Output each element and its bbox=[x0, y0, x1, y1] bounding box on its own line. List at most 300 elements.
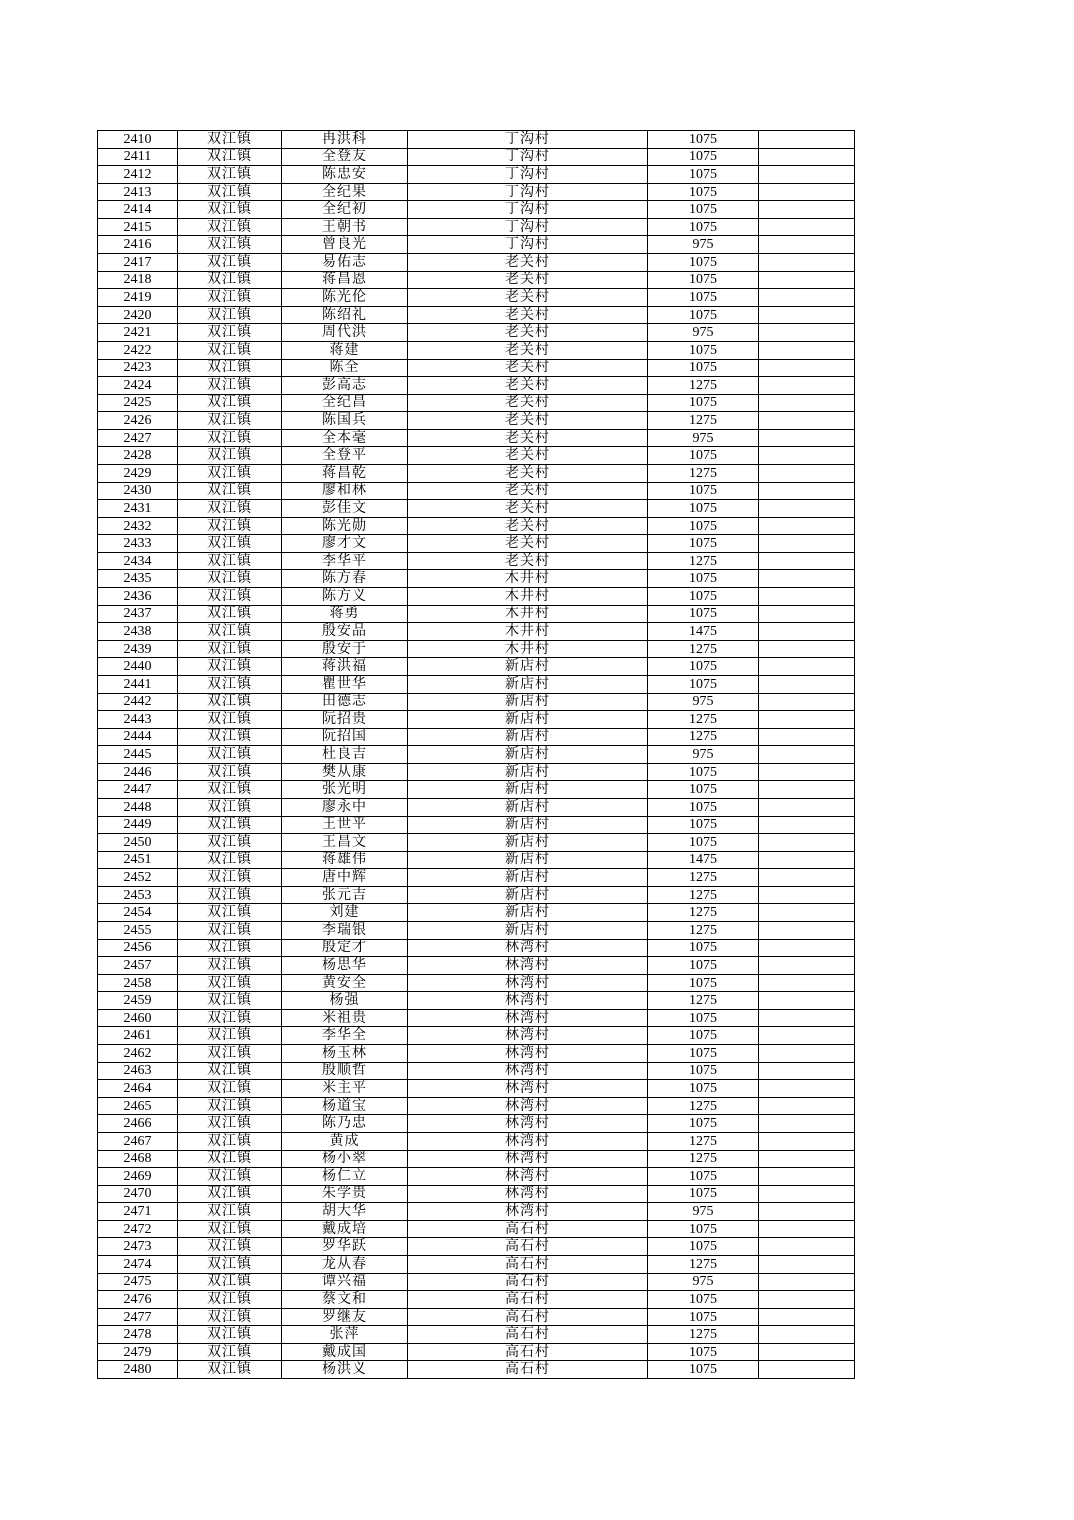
note-cell bbox=[759, 1273, 855, 1291]
amount-cell: 1275 bbox=[648, 869, 759, 887]
town-cell: 双江镇 bbox=[178, 377, 282, 395]
person-name-cell: 陈方义 bbox=[282, 588, 408, 606]
amount-cell: 1075 bbox=[648, 658, 759, 676]
row-number-cell: 2458 bbox=[98, 974, 178, 992]
row-number-cell: 2474 bbox=[98, 1256, 178, 1274]
person-name-cell: 全登平 bbox=[282, 447, 408, 465]
person-name-cell: 易佑志 bbox=[282, 254, 408, 272]
amount-cell: 1075 bbox=[648, 1220, 759, 1238]
town-cell: 双江镇 bbox=[178, 851, 282, 869]
town-cell: 双江镇 bbox=[178, 1238, 282, 1256]
town-cell: 双江镇 bbox=[178, 1361, 282, 1379]
table-row bbox=[98, 1238, 855, 1256]
amount-cell: 1075 bbox=[648, 1168, 759, 1186]
note-cell bbox=[759, 904, 855, 922]
table-row bbox=[98, 763, 855, 781]
note-cell bbox=[759, 1062, 855, 1080]
person-name-cell: 全登友 bbox=[282, 148, 408, 166]
note-cell bbox=[759, 271, 855, 289]
village-cell: 新店村 bbox=[408, 816, 648, 834]
person-name-cell: 全纪果 bbox=[282, 183, 408, 201]
village-cell: 木井村 bbox=[408, 570, 648, 588]
row-number-cell: 2425 bbox=[98, 394, 178, 412]
amount-cell: 1075 bbox=[648, 500, 759, 518]
town-cell: 双江镇 bbox=[178, 1045, 282, 1063]
town-cell: 双江镇 bbox=[178, 886, 282, 904]
amount-cell: 1275 bbox=[648, 886, 759, 904]
row-number-cell: 2478 bbox=[98, 1326, 178, 1344]
village-cell: 老关村 bbox=[408, 429, 648, 447]
village-cell: 林湾村 bbox=[408, 1080, 648, 1098]
person-name-cell: 陈全 bbox=[282, 359, 408, 377]
village-cell: 林湾村 bbox=[408, 957, 648, 975]
town-cell: 双江镇 bbox=[178, 834, 282, 852]
note-cell bbox=[759, 289, 855, 307]
table-row bbox=[98, 605, 855, 623]
person-name-cell: 曾良光 bbox=[282, 236, 408, 254]
table-row bbox=[98, 201, 855, 219]
person-name-cell: 彭高志 bbox=[282, 377, 408, 395]
village-cell: 新店村 bbox=[408, 834, 648, 852]
table-row bbox=[98, 1203, 855, 1221]
town-cell: 双江镇 bbox=[178, 904, 282, 922]
note-cell bbox=[759, 728, 855, 746]
person-name-cell: 陈忠安 bbox=[282, 166, 408, 184]
amount-cell: 975 bbox=[648, 429, 759, 447]
amount-cell: 1275 bbox=[648, 1132, 759, 1150]
village-cell: 林湾村 bbox=[408, 974, 648, 992]
village-cell: 新店村 bbox=[408, 798, 648, 816]
person-name-cell: 樊从康 bbox=[282, 763, 408, 781]
village-cell: 老关村 bbox=[408, 482, 648, 500]
town-cell: 双江镇 bbox=[178, 166, 282, 184]
town-cell: 双江镇 bbox=[178, 693, 282, 711]
amount-cell: 1275 bbox=[648, 728, 759, 746]
table-row bbox=[98, 675, 855, 693]
note-cell bbox=[759, 482, 855, 500]
table-row bbox=[98, 1220, 855, 1238]
row-number-cell: 2418 bbox=[98, 271, 178, 289]
person-name-cell: 杨仁立 bbox=[282, 1168, 408, 1186]
person-name-cell: 刘建 bbox=[282, 904, 408, 922]
town-cell: 双江镇 bbox=[178, 781, 282, 799]
table-row bbox=[98, 482, 855, 500]
row-number-cell: 2450 bbox=[98, 834, 178, 852]
row-number-cell: 2470 bbox=[98, 1185, 178, 1203]
note-cell bbox=[759, 570, 855, 588]
row-number-cell: 2459 bbox=[98, 992, 178, 1010]
amount-cell: 1075 bbox=[648, 798, 759, 816]
row-number-cell: 2432 bbox=[98, 517, 178, 535]
town-cell: 双江镇 bbox=[178, 974, 282, 992]
town-cell: 双江镇 bbox=[178, 922, 282, 940]
town-cell: 双江镇 bbox=[178, 1291, 282, 1309]
row-number-cell: 2448 bbox=[98, 798, 178, 816]
note-cell bbox=[759, 1343, 855, 1361]
amount-cell: 1075 bbox=[648, 675, 759, 693]
village-cell: 老关村 bbox=[408, 552, 648, 570]
table-row bbox=[98, 1308, 855, 1326]
note-cell bbox=[759, 1027, 855, 1045]
town-cell: 双江镇 bbox=[178, 1343, 282, 1361]
table-row bbox=[98, 1115, 855, 1133]
town-cell: 双江镇 bbox=[178, 1256, 282, 1274]
note-cell bbox=[759, 781, 855, 799]
table-row bbox=[98, 464, 855, 482]
town-cell: 双江镇 bbox=[178, 957, 282, 975]
row-number-cell: 2410 bbox=[98, 131, 178, 149]
town-cell: 双江镇 bbox=[178, 254, 282, 272]
row-number-cell: 2455 bbox=[98, 922, 178, 940]
town-cell: 双江镇 bbox=[178, 412, 282, 430]
amount-cell: 1075 bbox=[648, 957, 759, 975]
table-row bbox=[98, 1009, 855, 1027]
town-cell: 双江镇 bbox=[178, 675, 282, 693]
row-number-cell: 2480 bbox=[98, 1361, 178, 1379]
village-cell: 高石村 bbox=[408, 1273, 648, 1291]
row-number-cell: 2416 bbox=[98, 236, 178, 254]
row-number-cell: 2437 bbox=[98, 605, 178, 623]
note-cell bbox=[759, 869, 855, 887]
note-cell bbox=[759, 148, 855, 166]
village-cell: 林湾村 bbox=[408, 1027, 648, 1045]
village-cell: 丁沟村 bbox=[408, 183, 648, 201]
person-name-cell: 杨思华 bbox=[282, 957, 408, 975]
table-row bbox=[98, 1326, 855, 1344]
person-name-cell: 李瑞银 bbox=[282, 922, 408, 940]
amount-cell: 1275 bbox=[648, 904, 759, 922]
table-row bbox=[98, 939, 855, 957]
note-cell bbox=[759, 552, 855, 570]
row-number-cell: 2467 bbox=[98, 1132, 178, 1150]
table-row bbox=[98, 711, 855, 729]
row-number-cell: 2465 bbox=[98, 1097, 178, 1115]
note-cell bbox=[759, 886, 855, 904]
town-cell: 双江镇 bbox=[178, 131, 282, 149]
row-number-cell: 2473 bbox=[98, 1238, 178, 1256]
amount-cell: 1275 bbox=[648, 922, 759, 940]
note-cell bbox=[759, 218, 855, 236]
village-cell: 丁沟村 bbox=[408, 236, 648, 254]
town-cell: 双江镇 bbox=[178, 1185, 282, 1203]
row-number-cell: 2426 bbox=[98, 412, 178, 430]
amount-cell: 1075 bbox=[648, 254, 759, 272]
note-cell bbox=[759, 464, 855, 482]
person-name-cell: 黄成 bbox=[282, 1132, 408, 1150]
person-name-cell: 蒋建 bbox=[282, 341, 408, 359]
town-cell: 双江镇 bbox=[178, 570, 282, 588]
amount-cell: 1075 bbox=[648, 166, 759, 184]
amount-cell: 1075 bbox=[648, 1045, 759, 1063]
table-row bbox=[98, 394, 855, 412]
table-row bbox=[98, 1150, 855, 1168]
row-number-cell: 2436 bbox=[98, 588, 178, 606]
person-name-cell: 胡大华 bbox=[282, 1203, 408, 1221]
row-number-cell: 2469 bbox=[98, 1168, 178, 1186]
village-cell: 丁沟村 bbox=[408, 201, 648, 219]
village-cell: 木井村 bbox=[408, 623, 648, 641]
amount-cell: 1275 bbox=[648, 464, 759, 482]
row-number-cell: 2433 bbox=[98, 535, 178, 553]
note-cell bbox=[759, 957, 855, 975]
note-cell bbox=[759, 131, 855, 149]
table-row bbox=[98, 1256, 855, 1274]
amount-cell: 1275 bbox=[648, 992, 759, 1010]
village-cell: 林湾村 bbox=[408, 1045, 648, 1063]
person-name-cell: 朱学贵 bbox=[282, 1185, 408, 1203]
person-name-cell: 冉洪科 bbox=[282, 131, 408, 149]
town-cell: 双江镇 bbox=[178, 218, 282, 236]
amount-cell: 1075 bbox=[648, 394, 759, 412]
table-row bbox=[98, 1168, 855, 1186]
village-cell: 老关村 bbox=[408, 517, 648, 535]
village-cell: 木井村 bbox=[408, 588, 648, 606]
amount-cell: 1075 bbox=[648, 1115, 759, 1133]
village-cell: 老关村 bbox=[408, 359, 648, 377]
table-row bbox=[98, 306, 855, 324]
note-cell bbox=[759, 517, 855, 535]
table-row bbox=[98, 693, 855, 711]
person-name-cell: 陈乃忠 bbox=[282, 1115, 408, 1133]
note-cell bbox=[759, 359, 855, 377]
town-cell: 双江镇 bbox=[178, 359, 282, 377]
amount-cell: 1075 bbox=[648, 482, 759, 500]
amount-cell: 1275 bbox=[648, 552, 759, 570]
village-cell: 林湾村 bbox=[408, 1168, 648, 1186]
amount-cell: 1075 bbox=[648, 1080, 759, 1098]
town-cell: 双江镇 bbox=[178, 869, 282, 887]
person-name-cell: 廖永中 bbox=[282, 798, 408, 816]
row-number-cell: 2422 bbox=[98, 341, 178, 359]
table-row bbox=[98, 904, 855, 922]
table-row bbox=[98, 377, 855, 395]
person-name-cell: 唐中辉 bbox=[282, 869, 408, 887]
row-number-cell: 2441 bbox=[98, 675, 178, 693]
town-cell: 双江镇 bbox=[178, 464, 282, 482]
town-cell: 双江镇 bbox=[178, 939, 282, 957]
amount-cell: 1075 bbox=[648, 1291, 759, 1309]
note-cell bbox=[759, 1220, 855, 1238]
note-cell bbox=[759, 658, 855, 676]
village-cell: 新店村 bbox=[408, 711, 648, 729]
note-cell bbox=[759, 1203, 855, 1221]
village-cell: 新店村 bbox=[408, 781, 648, 799]
note-cell bbox=[759, 447, 855, 465]
amount-cell: 1075 bbox=[648, 183, 759, 201]
table-row bbox=[98, 974, 855, 992]
note-cell bbox=[759, 675, 855, 693]
town-cell: 双江镇 bbox=[178, 500, 282, 518]
village-cell: 新店村 bbox=[408, 886, 648, 904]
table-row bbox=[98, 359, 855, 377]
amount-cell: 1275 bbox=[648, 711, 759, 729]
table-row bbox=[98, 535, 855, 553]
person-name-cell: 杜良吉 bbox=[282, 746, 408, 764]
town-cell: 双江镇 bbox=[178, 728, 282, 746]
town-cell: 双江镇 bbox=[178, 201, 282, 219]
row-number-cell: 2411 bbox=[98, 148, 178, 166]
person-name-cell: 蒋昌乾 bbox=[282, 464, 408, 482]
table-row bbox=[98, 254, 855, 272]
town-cell: 双江镇 bbox=[178, 271, 282, 289]
note-cell bbox=[759, 623, 855, 641]
village-cell: 新店村 bbox=[408, 746, 648, 764]
amount-cell: 1075 bbox=[648, 1361, 759, 1379]
row-number-cell: 2444 bbox=[98, 728, 178, 746]
note-cell bbox=[759, 693, 855, 711]
table-row bbox=[98, 957, 855, 975]
row-number-cell: 2412 bbox=[98, 166, 178, 184]
note-cell bbox=[759, 201, 855, 219]
amount-cell: 975 bbox=[648, 1203, 759, 1221]
town-cell: 双江镇 bbox=[178, 1220, 282, 1238]
note-cell bbox=[759, 166, 855, 184]
table-row bbox=[98, 623, 855, 641]
table-row bbox=[98, 131, 855, 149]
row-number-cell: 2420 bbox=[98, 306, 178, 324]
person-name-cell: 阮招国 bbox=[282, 728, 408, 746]
village-cell: 高石村 bbox=[408, 1256, 648, 1274]
person-name-cell: 杨洪义 bbox=[282, 1361, 408, 1379]
note-cell bbox=[759, 183, 855, 201]
person-name-cell: 戴成国 bbox=[282, 1343, 408, 1361]
town-cell: 双江镇 bbox=[178, 429, 282, 447]
village-cell: 林湾村 bbox=[408, 1115, 648, 1133]
note-cell bbox=[759, 851, 855, 869]
row-number-cell: 2468 bbox=[98, 1150, 178, 1168]
table-row bbox=[98, 798, 855, 816]
amount-cell: 975 bbox=[648, 1273, 759, 1291]
amount-cell: 1475 bbox=[648, 623, 759, 641]
table-row bbox=[98, 1132, 855, 1150]
town-cell: 双江镇 bbox=[178, 341, 282, 359]
amount-cell: 1275 bbox=[648, 1256, 759, 1274]
note-cell bbox=[759, 992, 855, 1010]
person-name-cell: 张元吉 bbox=[282, 886, 408, 904]
note-cell bbox=[759, 640, 855, 658]
person-name-cell: 戴成培 bbox=[282, 1220, 408, 1238]
village-cell: 新店村 bbox=[408, 693, 648, 711]
note-cell bbox=[759, 711, 855, 729]
town-cell: 双江镇 bbox=[178, 1027, 282, 1045]
row-number-cell: 2413 bbox=[98, 183, 178, 201]
row-number-cell: 2471 bbox=[98, 1203, 178, 1221]
note-cell bbox=[759, 816, 855, 834]
village-cell: 高石村 bbox=[408, 1308, 648, 1326]
note-cell bbox=[759, 1256, 855, 1274]
amount-cell: 1075 bbox=[648, 359, 759, 377]
town-cell: 双江镇 bbox=[178, 148, 282, 166]
village-cell: 丁沟村 bbox=[408, 131, 648, 149]
person-name-cell: 陈绍礼 bbox=[282, 306, 408, 324]
table-row bbox=[98, 148, 855, 166]
person-name-cell: 殷安于 bbox=[282, 640, 408, 658]
amount-cell: 1075 bbox=[648, 201, 759, 219]
person-name-cell: 全本毫 bbox=[282, 429, 408, 447]
table-row bbox=[98, 834, 855, 852]
table-row bbox=[98, 992, 855, 1010]
note-cell bbox=[759, 500, 855, 518]
note-cell bbox=[759, 306, 855, 324]
town-cell: 双江镇 bbox=[178, 482, 282, 500]
town-cell: 双江镇 bbox=[178, 1168, 282, 1186]
village-cell: 新店村 bbox=[408, 851, 648, 869]
village-cell: 老关村 bbox=[408, 394, 648, 412]
amount-cell: 1075 bbox=[648, 535, 759, 553]
village-cell: 新店村 bbox=[408, 675, 648, 693]
table-row bbox=[98, 746, 855, 764]
town-cell: 双江镇 bbox=[178, 1132, 282, 1150]
town-cell: 双江镇 bbox=[178, 1062, 282, 1080]
table-row bbox=[98, 1343, 855, 1361]
table-row bbox=[98, 658, 855, 676]
row-number-cell: 2414 bbox=[98, 201, 178, 219]
table-row bbox=[98, 183, 855, 201]
amount-cell: 1075 bbox=[648, 1238, 759, 1256]
town-cell: 双江镇 bbox=[178, 1308, 282, 1326]
table-row bbox=[98, 1080, 855, 1098]
note-cell bbox=[759, 1045, 855, 1063]
town-cell: 双江镇 bbox=[178, 1326, 282, 1344]
person-name-cell: 王昌文 bbox=[282, 834, 408, 852]
amount-cell: 1075 bbox=[648, 1185, 759, 1203]
town-cell: 双江镇 bbox=[178, 605, 282, 623]
note-cell bbox=[759, 394, 855, 412]
village-cell: 高石村 bbox=[408, 1238, 648, 1256]
village-cell: 老关村 bbox=[408, 412, 648, 430]
town-cell: 双江镇 bbox=[178, 1080, 282, 1098]
row-number-cell: 2438 bbox=[98, 623, 178, 641]
person-name-cell: 蒋洪福 bbox=[282, 658, 408, 676]
amount-cell: 1275 bbox=[648, 377, 759, 395]
village-cell: 丁沟村 bbox=[408, 148, 648, 166]
table-row bbox=[98, 341, 855, 359]
amount-cell: 1075 bbox=[648, 1343, 759, 1361]
town-cell: 双江镇 bbox=[178, 552, 282, 570]
amount-cell: 1075 bbox=[648, 306, 759, 324]
table-row bbox=[98, 886, 855, 904]
amount-cell: 1075 bbox=[648, 1027, 759, 1045]
amount-cell: 1075 bbox=[648, 148, 759, 166]
person-name-cell: 米主平 bbox=[282, 1080, 408, 1098]
amount-cell: 1075 bbox=[648, 447, 759, 465]
town-cell: 双江镇 bbox=[178, 1273, 282, 1291]
amount-cell: 1275 bbox=[648, 640, 759, 658]
person-name-cell: 杨小翠 bbox=[282, 1150, 408, 1168]
row-number-cell: 2429 bbox=[98, 464, 178, 482]
note-cell bbox=[759, 1361, 855, 1379]
village-cell: 老关村 bbox=[408, 324, 648, 342]
village-cell: 老关村 bbox=[408, 447, 648, 465]
amount-cell: 975 bbox=[648, 746, 759, 764]
row-number-cell: 2463 bbox=[98, 1062, 178, 1080]
town-cell: 双江镇 bbox=[178, 992, 282, 1010]
amount-cell: 1075 bbox=[648, 341, 759, 359]
town-cell: 双江镇 bbox=[178, 236, 282, 254]
row-number-cell: 2428 bbox=[98, 447, 178, 465]
note-cell bbox=[759, 1097, 855, 1115]
amount-cell: 1075 bbox=[648, 1308, 759, 1326]
table-row bbox=[98, 640, 855, 658]
town-cell: 双江镇 bbox=[178, 711, 282, 729]
village-cell: 老关村 bbox=[408, 254, 648, 272]
table-row bbox=[98, 552, 855, 570]
note-cell bbox=[759, 1115, 855, 1133]
amount-cell: 1075 bbox=[648, 763, 759, 781]
town-cell: 双江镇 bbox=[178, 1115, 282, 1133]
row-number-cell: 2460 bbox=[98, 1009, 178, 1027]
amount-cell: 975 bbox=[648, 236, 759, 254]
